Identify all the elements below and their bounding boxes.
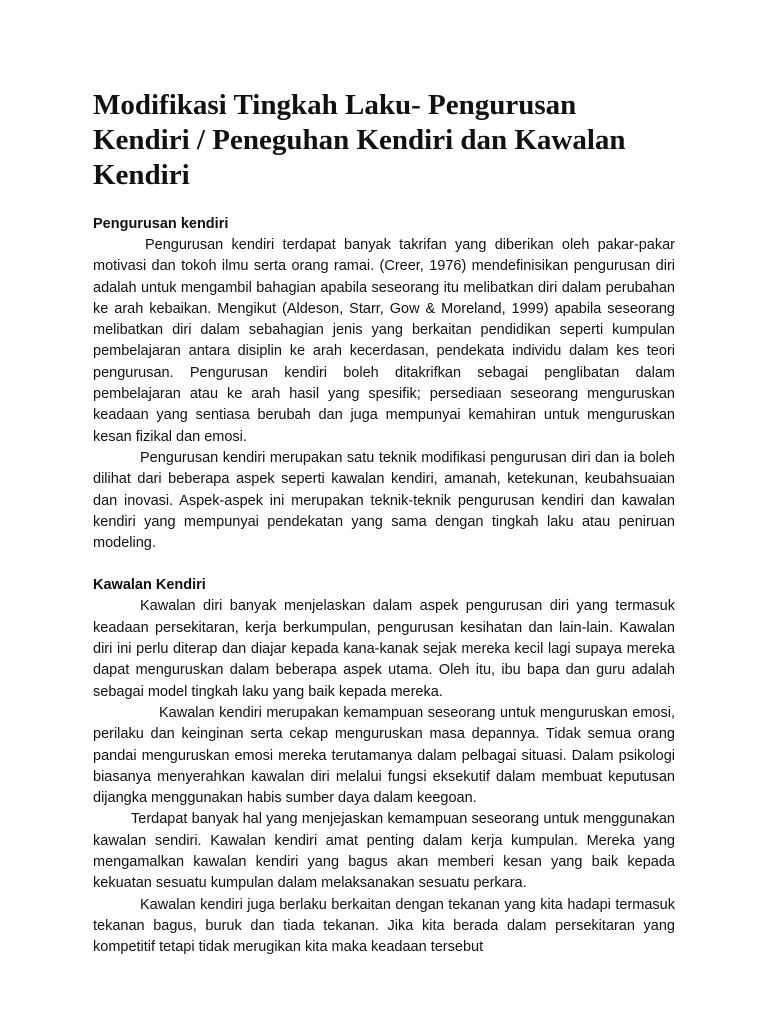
section-heading: Kawalan Kendiri (93, 577, 206, 594)
paragraph: Kawalan kendiri merupakan kemampuan seseorang untuk menguruskan emosi, perilaku dan keinginan serta cekap menguruskan masa depannya. Tidak semua orang pandai menguruskan emosi mereka terutamanya dalam pelbagai situasi. Dalam psikologi biasanya menyerahkan kawalan diri melalui fungsi eksekutif dalam membuat keputusan dijangka menggunakan habis sumber daya dalam keegoan. (93, 704, 675, 807)
document-title: Modifikasi Tingkah Laku- Pengurusan Kendiri / Peneguhan Kendiri dan Kawalan Kendiri (93, 89, 626, 191)
section-heading: Pengurusan kendiri (93, 216, 229, 232)
paragraph: Pengurusan kendiri terdapat banyak takrifan yang diberikan oleh pakar-pakar motivasi dan tokoh ilmu serta orang ramai. (Creer, 1976) mendefinisikan pengurusan diri adalah untuk mengambil bahagian apabila seseorang itu melibatkan diri dalam perubahan ke arah kebaikan. Mengikut (Aldeson, Starr, Gow & Moreland, 1999) apabila seseorang melibatkan diri dalam sebahagian jenis yang berkaitan pendidikan seperti kumpulan pembelajaran antara disiplin ke arah kecerdasan, pendekata individu dalam kes teori pengurusan. Pengurusan kendiri boleh ditakrifkan sebagai penglibatan dalam pembelajaran atau ke arah hasil yang spesifik; persediaan seseorang menguruskan keadaan yang sentiasa berubah dan juga mempunyai kemahiran untuk menguruskan kesan fizikal dan emosi. (93, 237, 675, 445)
section-kawalan-kendiri (93, 575, 675, 958)
paragraph: Kawalan kendiri juga berlaku berkaitan dengan tekanan yang kita hadapi termasuk tekanan bagus, buruk dan tiada tekanan. Jika kita berada dalam persekitaran yang kompetitif tetapi tidak merugikan kita maka keadaan tersebut (93, 896, 675, 956)
paragraph: Pengurusan kendiri merupakan satu teknik modifikasi pengurusan diri dan ia boleh dilihat dari beberapa aspek seperti kawalan kendiri, amanah, ketekunan, keubahsuaian dan inovasi. Aspek-aspek ini merupakan teknik-teknik pengurusan kendiri dan kawalan kendiri yang mempunyai pendekatan yang sama dengan tingkah laku atau peniruan modeling. (93, 449, 675, 552)
section-pengurusan-kendiri (93, 214, 675, 554)
paragraph: Kawalan diri banyak menjelaskan dalam aspek pengurusan diri yang termasuk keadaan persekitaran, kerja berkumpulan, pengurusan kesihatan dan lain-lain. Kawalan diri ini perlu diterap dan diajar kepada kana-kanak sejak mereka kecil lagi supaya mereka dapat menguruskan dalam beberapa aspek utama. Oleh itu, ibu bapa dan guru adalah sebagai model tingkah laku yang baik kepada mereka. (93, 598, 675, 700)
section-spacer (93, 554, 675, 575)
paragraph: Terdapat banyak hal yang menjejaskan kemampuan seseorang untuk menggunakan kawalan sendiri. Kawalan kendiri amat penting dalam kerja kumpulan. Mereka yang mengamalkan kawalan kendiri yang bagus akan memberi kesan yang baik kepada kekuatan sesuatu kumpulan dalam melaksanakan sesuatu perkara. (93, 811, 675, 892)
